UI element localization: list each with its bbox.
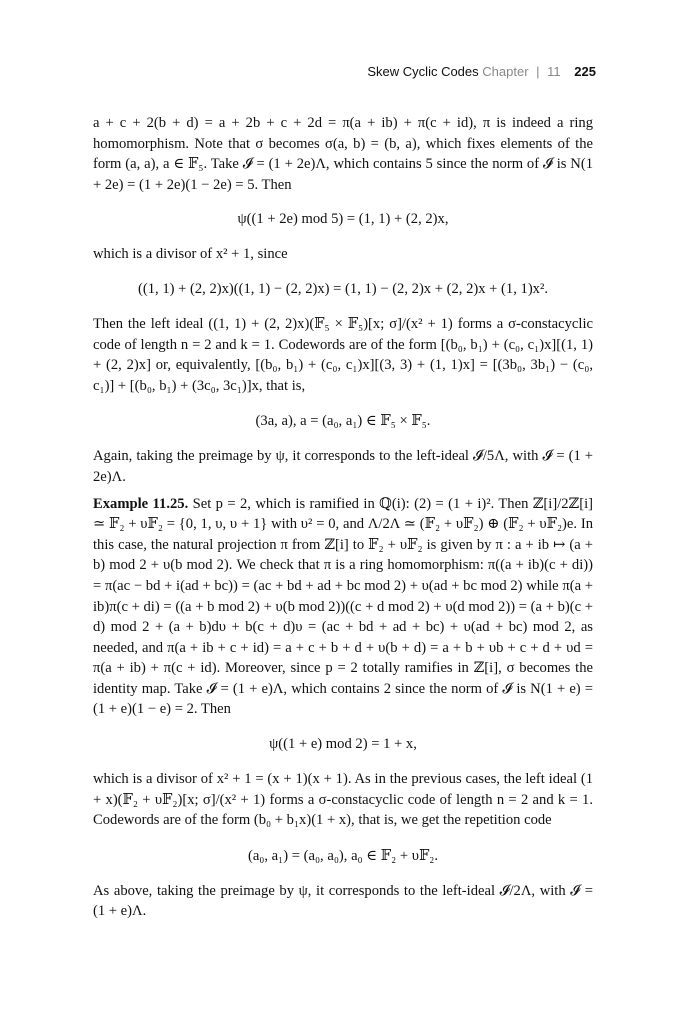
running-header xyxy=(367,64,596,79)
equation-product: ((1, 1) + (2, 2)x)((1, 1) − (2, 2)x) = (1, 1) − (2, 2)x + (2, 2)x + (1, 1)x². xyxy=(138,280,548,297)
paragraph-preimage-5: Again, taking the preimage by ψ, it corresponds to the left-ideal 𝓘/5Λ, with 𝓘 = (1 + 2e)Λ. xyxy=(93,448,593,485)
paragraph-left-ideal: Then the left ideal ((1, 1) + (2, 2)x)(𝔽₅ × 𝔽₅)[x; σ]/(x² + 1) forms a σ-constacyclic code of length n = 2 and k = 1. Codewords are of the form [(b₀, b₁) + (c₀, c₁)x][(1, 1) + (2, 2)x] or, equivalently, [(b₀, b₁) + (c₀, c₁)x][(3, 3) + (1, 1)x] = [(3b₀, 3b₁) − (c₀, c₁)] + [(b₀, b₁) + (3c₀, 3c₁)]x, that is, xyxy=(93,315,593,394)
example-label: Example 11.25. xyxy=(93,495,189,512)
equation-psi-mod-2: ψ((1 + e) mod 2) = 1 + x, xyxy=(269,736,417,753)
paragraph-preimage-2: As above, taking the preimage by ψ, it corresponds to the left-ideal 𝓘/2Λ, with 𝓘 = (1 + e)Λ. xyxy=(93,882,593,920)
equation-repetition-code: (a₀, a₁) = (a₀, a₀), a₀ ∈ 𝔽₂ + υ𝔽₂. xyxy=(247,847,439,864)
running-title: Skew Cyclic Codes xyxy=(367,64,479,79)
paragraph-divisor: which is a divisor of x² + 1, since xyxy=(93,246,288,263)
page-number: 225 xyxy=(574,64,596,79)
header-separator: | xyxy=(536,64,540,79)
example-text: Set p = 2, which is ramified in ℚ(i): (2) = (1 + i)². Then ℤ[i]/2ℤ[i] ≃ 𝔽₂ + υ𝔽₂ = {0, 1, υ, υ + 1} with υ² = 0, and Λ/2Λ ≃ (𝔽₂ + υ𝔽₂) ⊕ (𝔽₂ + υ𝔽₂)e. In this case, the natural projection π from ℤ[i] to 𝔽₂ + υ𝔽₂ is given by π : a + ib ↦ (a + b) mod 2 + υ(b mod 2). We check that π is a ring homomorphism: π((a + ib)(c + di)) = π(ac − bd + i(ad + bc)) = (ac + bd + ad + bc mod 2) + υ(ad + bc mod 2) while π(a + ib)π(c + di) = ((a + b mod 2) + υ(b mod 2))((c + d mod 2) + υ(d mod 2)) = (a + b)(c + d) mod 2 + (a + b)dυ + b(c + d)υ = (ac + bd + ad + bc) + υ(ad + bc) mod 2, as needed, and π(a + ib + c + id) = a + c + b + d + υ(b + d) = a + b + υb + c + d + υd = π(a + ib) + π(c + id). Moreover, since p = 2 totally ramifies in ℤ[i], σ becomes the identity map. Take 𝓘 = (1 + e)Λ, which contains 2 since the norm of 𝓘 is N(1 + e) = (1 + e)(1 − e) = 2. Then xyxy=(93,495,593,718)
paragraph-ring-homomorphism: a + c + 2(b + d) = a + 2b + c + 2d = π(a + ib) + π(c + id), π is indeed a ring homomorphism. Note that σ becomes σ(a, b) = (b, a), which fixes elements of the form (a, a), a ∈ 𝔽₅. Take 𝓘 = (1 + 2e)Λ, which contains 5 since the norm of 𝓘 is N(1 + 2e) = (1 + 2e)(1 − 2e) = 5. Then xyxy=(93,115,593,193)
chapter-word: Chapter xyxy=(482,64,529,79)
chapter-number: 11 xyxy=(547,64,561,79)
equation-codewords-f5: (3a, a), a = (a₀, a₁) ∈ 𝔽₅ × 𝔽₅. xyxy=(255,413,431,430)
paragraph-repetition: which is a divisor of x² + 1 = (x + 1)(x + 1). As in the previous cases, the left ideal (1 + x)(𝔽₂ + υ𝔽₂)[x; σ]/(x² + 1) forms a σ-constacyclic code of length n = 2 and k = 1. Codewords are of the form (b₀ + b₁x)(1 + x), that is, we get the repetition code xyxy=(93,771,593,829)
page-body xyxy=(93,113,593,922)
equation-psi-mod-5: ψ((1 + 2e) mod 5) = (1, 1) + (2, 2)x, xyxy=(237,211,449,228)
example-11-25 xyxy=(93,494,593,721)
